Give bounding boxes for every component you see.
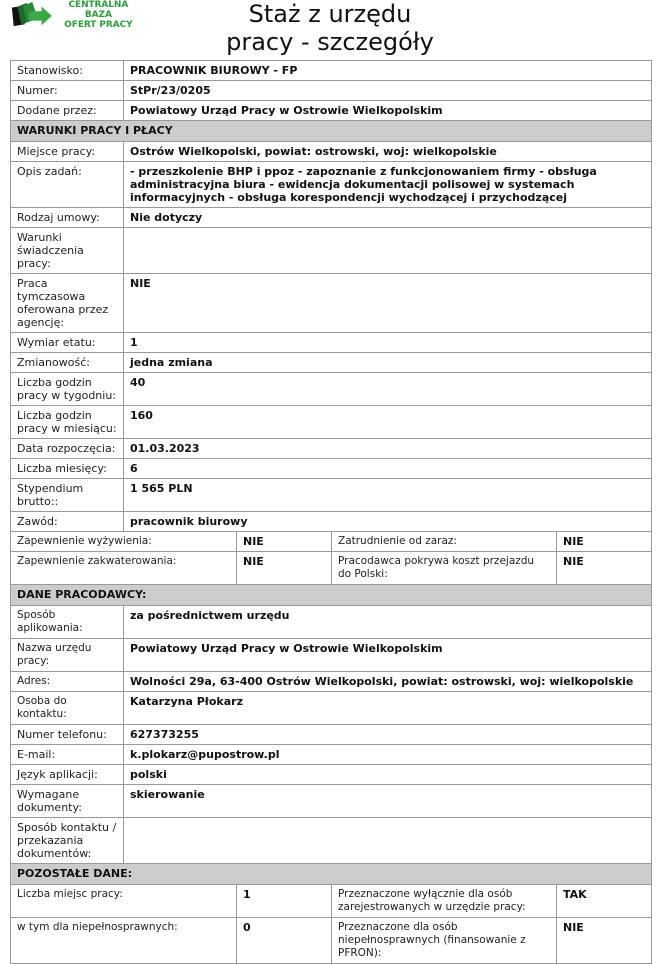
field-value: NIE <box>557 552 652 585</box>
row-warunki-swiadczenia <box>11 228 652 274</box>
field-value: Powiatowy Urząd Pracy w Ostrowie Wielkopolskim <box>124 639 652 672</box>
row-numer <box>11 81 652 101</box>
field-label: Praca tymczasowa oferowana przez agencję: <box>11 274 124 333</box>
field-value: NIE <box>557 918 652 964</box>
field-value: StPr/23/0205 <box>124 81 652 101</box>
row-osoba-kontakt <box>11 692 652 725</box>
section-title: POZOSTAŁE DANE: <box>11 864 652 885</box>
field-value: 0 <box>237 918 332 964</box>
row-zawod <box>11 512 652 532</box>
field-label: Język aplikacji: <box>11 765 124 785</box>
section-pracodawca <box>11 585 652 606</box>
row-miejsca-pracy <box>11 885 652 918</box>
section-title: DANE PRACODAWCY: <box>11 585 652 606</box>
field-value: PRACOWNIK BIUROWY - FP <box>124 61 652 81</box>
field-value: pracownik biurowy <box>124 512 652 532</box>
field-value: Ostrów Wielkopolski, powiat: ostrowski, woj: wielkopolskie <box>124 142 652 162</box>
row-data-rozpoczecia <box>11 439 652 459</box>
field-label: E-mail: <box>11 745 124 765</box>
field-label: Przeznaczone wyłącznie dla osób zarejestrowanych w urzędzie pracy: <box>332 885 557 918</box>
row-godziny-tydzien <box>11 373 652 406</box>
email-value: k.plokarz@pupostrow.pl <box>124 745 652 765</box>
page-title <box>170 0 490 56</box>
row-jezyk <box>11 765 652 785</box>
row-wyzywienie-zatrudnienie <box>11 532 652 552</box>
logo-text <box>57 0 140 30</box>
field-value <box>124 818 652 864</box>
field-label: Rodzaj umowy: <box>11 208 124 228</box>
field-label: Zawód: <box>11 512 124 532</box>
field-label: Wymiar etatu: <box>11 333 124 353</box>
field-label: Zmianowość: <box>11 353 124 373</box>
field-value: 1 <box>124 333 652 353</box>
title-line1: Staż z urzędu <box>248 0 412 28</box>
field-value: polski <box>124 765 652 785</box>
title-line2: pracy - szczegóły <box>226 28 434 56</box>
section-warunki <box>11 121 652 142</box>
field-value <box>124 228 652 274</box>
field-label: Stanowisko: <box>11 61 124 81</box>
field-value: jedna zmiana <box>124 353 652 373</box>
row-opis-zadan <box>11 162 652 208</box>
field-value: 1 <box>237 885 332 918</box>
row-stanowisko <box>11 61 652 81</box>
field-value: Wolności 29a, 63-400 Ostrów Wielkopolski, powiat: ostrowski, woj: wielkopolskie <box>124 672 652 692</box>
field-label: Dodane przez: <box>11 101 124 121</box>
page-header <box>0 0 657 60</box>
field-label: Sposób aplikowania: <box>11 606 124 639</box>
row-godziny-miesiac <box>11 406 652 439</box>
row-wymagane-dokumenty <box>11 785 652 818</box>
field-label: Wymagane dokumenty: <box>11 785 124 818</box>
field-label: Zapewnienie zakwaterowania: <box>11 552 237 585</box>
field-value: NIE <box>237 552 332 585</box>
field-label: Miejsce pracy: <box>11 142 124 162</box>
field-value: 160 <box>124 406 652 439</box>
field-value: NIE <box>557 532 652 552</box>
field-label: Liczba godzin pracy w miesiącu: <box>11 406 124 439</box>
field-label: Zatrudnienie od zaraz: <box>332 532 557 552</box>
row-sposob-aplikowania <box>11 606 652 639</box>
field-value: 40 <box>124 373 652 406</box>
row-stypendium <box>11 479 652 512</box>
field-value: Nie dotyczy <box>124 208 652 228</box>
field-label: Data rozpoczęcia: <box>11 439 124 459</box>
field-label: Sposób kontaktu / przekazania dokumentów: <box>11 818 124 864</box>
row-email <box>11 745 652 765</box>
field-value: 1 565 PLN <box>124 479 652 512</box>
row-wymiar-etatu <box>11 333 652 353</box>
row-zmianowosc <box>11 353 652 373</box>
field-label: Osoba do kontaktu: <box>11 692 124 725</box>
field-value: skierowanie <box>124 785 652 818</box>
field-label: w tym dla niepełnosprawnych: <box>11 918 237 964</box>
row-adres <box>11 672 652 692</box>
section-title: WARUNKI PRACY I PŁACY <box>11 121 652 142</box>
field-value: 01.03.2023 <box>124 439 652 459</box>
field-label: Liczba miesięcy: <box>11 459 124 479</box>
row-dodane-przez <box>11 101 652 121</box>
field-label: Zapewnienie wyżywienia: <box>11 532 237 552</box>
row-liczba-miesiecy <box>11 459 652 479</box>
field-label: Stypendium brutto:: <box>11 479 124 512</box>
field-label: Przeznaczone dla osób niepełnosprawnych (finansowanie z PFRON): <box>332 918 557 964</box>
cbop-logo <box>10 0 140 30</box>
logo-text-line1: CENTRALNA BAZA <box>68 0 129 20</box>
field-label: Opis zadań: <box>11 162 124 208</box>
row-sposob-kontaktu <box>11 818 652 864</box>
field-label: Numer telefonu: <box>11 725 124 745</box>
cards-arrow-icon <box>10 1 53 29</box>
section-pozostale <box>11 864 652 885</box>
row-rodzaj-umowy <box>11 208 652 228</box>
field-label: Warunki świadczenia pracy: <box>11 228 124 274</box>
row-miejsce-pracy <box>11 142 652 162</box>
logo-text-line2: OFERT PRACY <box>64 20 133 30</box>
row-nazwa-urzedu <box>11 639 652 672</box>
field-value: 6 <box>124 459 652 479</box>
field-label: Liczba miejsc pracy: <box>11 885 237 918</box>
field-label: Pracodawca pokrywa koszt przejazdu do Polski: <box>332 552 557 585</box>
row-niepelnosprawni <box>11 918 652 964</box>
field-value: - przeszkolenie BHP i ppoz - zapoznanie z funkcjonowaniem firmy - obsługa administracyjna biura - ewidencja dokumentacji polisowej w systemach informacyjnych - obsługa korespondencji wychodzącej i przychodzącej <box>124 162 652 208</box>
field-label: Numer: <box>11 81 124 101</box>
row-telefon <box>11 725 652 745</box>
field-value: Powiatowy Urząd Pracy w Ostrowie Wielkopolskim <box>124 101 652 121</box>
field-value: NIE <box>237 532 332 552</box>
offer-details-table <box>10 60 652 964</box>
field-value: za pośrednictwem urzędu <box>124 606 652 639</box>
field-value: TAK <box>557 885 652 918</box>
field-label: Adres: <box>11 672 124 692</box>
row-zakwaterowanie-przejazd <box>11 552 652 585</box>
field-value: NIE <box>124 274 652 333</box>
phone-value: 627373255 <box>124 725 652 745</box>
row-praca-tymczasowa <box>11 274 652 333</box>
field-value: Katarzyna Płokarz <box>124 692 652 725</box>
field-label: Nazwa urzędu pracy: <box>11 639 124 672</box>
field-label: Liczba godzin pracy w tygodniu: <box>11 373 124 406</box>
